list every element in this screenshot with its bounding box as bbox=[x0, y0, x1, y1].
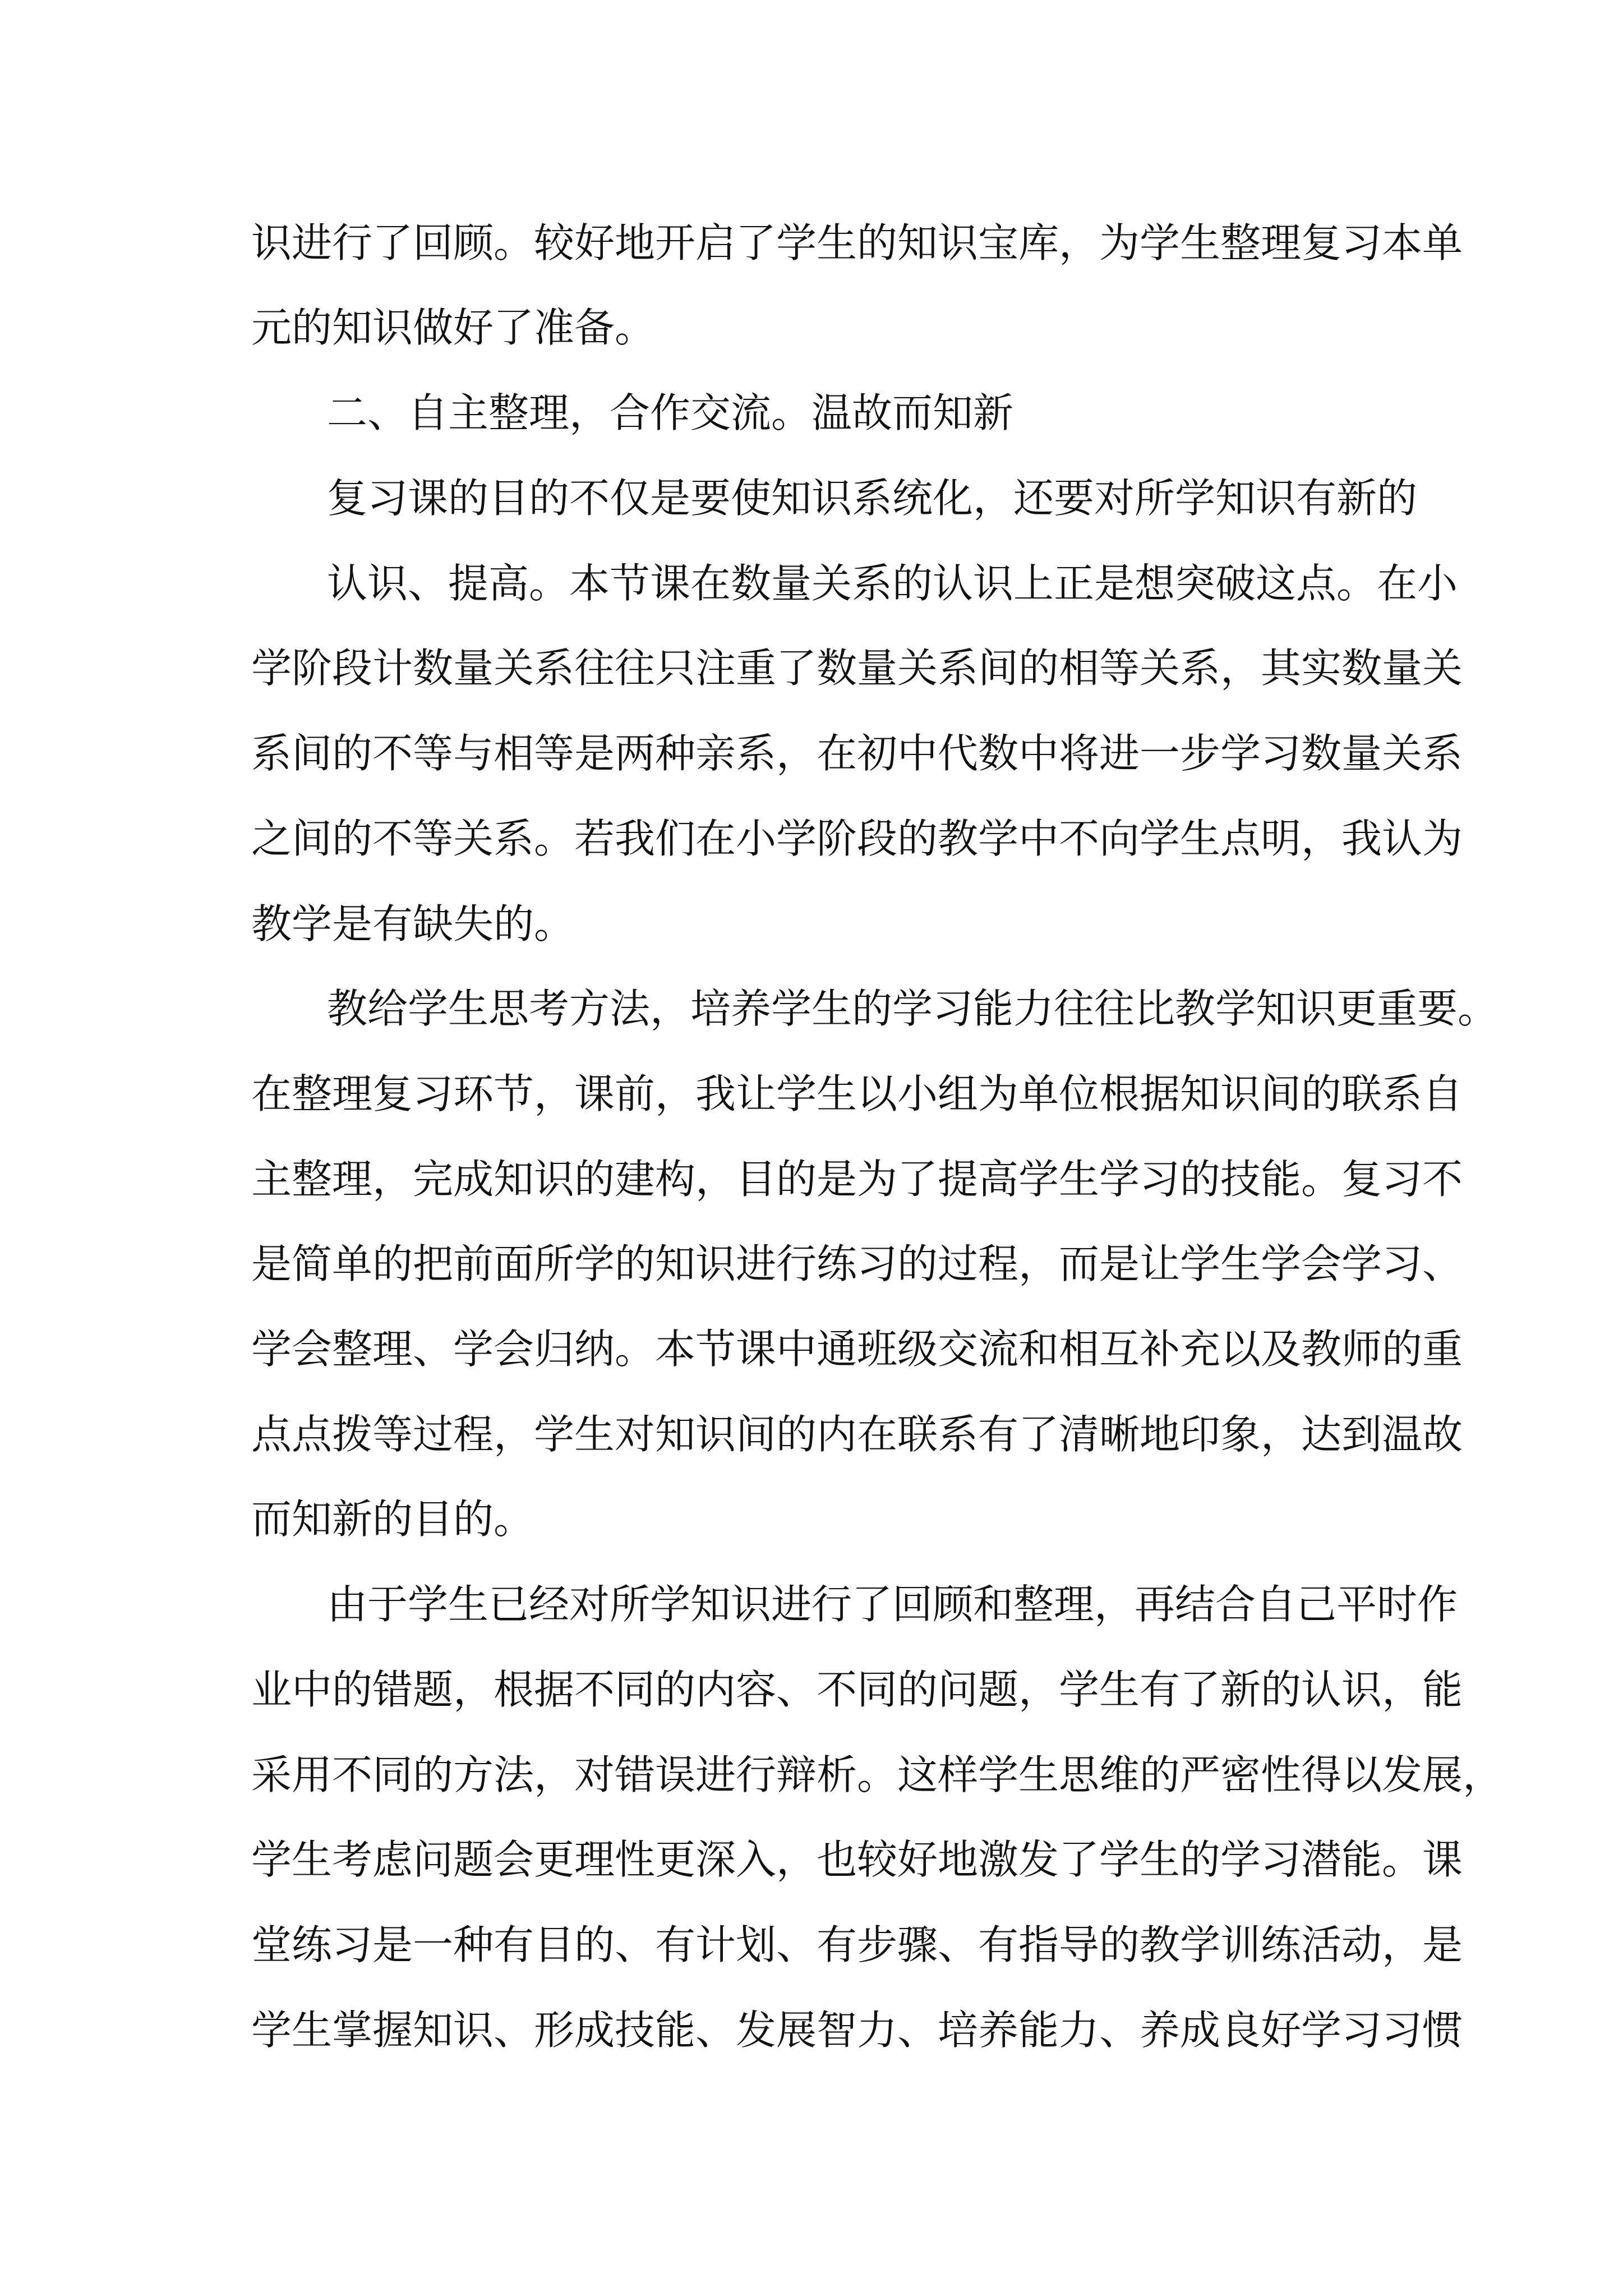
text-line: 是简单的把前面所学的知识进行练习的过程，而是让学生学会学习、 bbox=[251, 1240, 1463, 1287]
text-line: 业中的错题，根据不同的内容、不同的问题，学生有了新的认识，能 bbox=[251, 1666, 1463, 1713]
text-line: 堂练习是一种有目的、有计划、有步骤、有指导的教学训练活动，是 bbox=[251, 1921, 1463, 1968]
text-line: 元的知识做好了准备。 bbox=[251, 304, 656, 351]
text-line: 在整理复习环节，课前，我让学生以小组为单位根据知识间的联系自 bbox=[251, 1070, 1463, 1117]
text-line: 识进行了回顾。较好地开启了学生的知识宝库，为学生整理复习本单 bbox=[251, 219, 1463, 266]
text-line: 学生考虑问题会更理性更深入，也较好地激发了学生的学习潜能。课 bbox=[251, 1836, 1463, 1883]
text-line: 认识、提高。本节课在数量关系的认识上正是想突破这点。在小 bbox=[327, 560, 1458, 607]
text-line: 复习课的目的不仅是要使知识系统化，还要对所学知识有新的 bbox=[327, 475, 1418, 522]
text-line: 教给学生思考方法，培养学生的学习能力往往比教学知识更重要。 bbox=[327, 985, 1498, 1032]
text-line: 之间的不等关系。若我们在小学阶段的教学中不向学生点明，我认为 bbox=[251, 815, 1463, 862]
section-heading: 二、自主整理，合作交流。温故而知新 bbox=[327, 389, 1014, 436]
text-line: 学生掌握知识、形成技能、发展智力、培养能力、养成良好学习习惯 bbox=[251, 2007, 1463, 2054]
text-line: 教学是有缺失的。 bbox=[251, 900, 575, 947]
text-line: 而知新的目的。 bbox=[251, 1496, 534, 1543]
text-line: 学阶段计数量关系往往只注重了数量关系间的相等关系，其实数量关 bbox=[251, 645, 1463, 692]
text-line: 采用不同的方法，对错误进行辩析。这样学生思维的严密性得以发展， bbox=[251, 1751, 1504, 1798]
text-line: 点点拨等过程，学生对知识间的内在联系有了清晰地印象，达到温故 bbox=[251, 1411, 1463, 1458]
text-line: 主整理，完成知识的建构，目的是为了提高学生学习的技能。复习不 bbox=[251, 1156, 1463, 1203]
text-line: 由于学生已经对所学知识进行了回顾和整理，再结合自己平时作 bbox=[327, 1581, 1458, 1628]
text-line: 系间的不等与相等是两种亲系，在初中代数中将进一步学习数量关系 bbox=[251, 730, 1463, 777]
text-line: 学会整理、学会归纳。本节课中通班级交流和相互补充以及教师的重 bbox=[251, 1326, 1463, 1373]
